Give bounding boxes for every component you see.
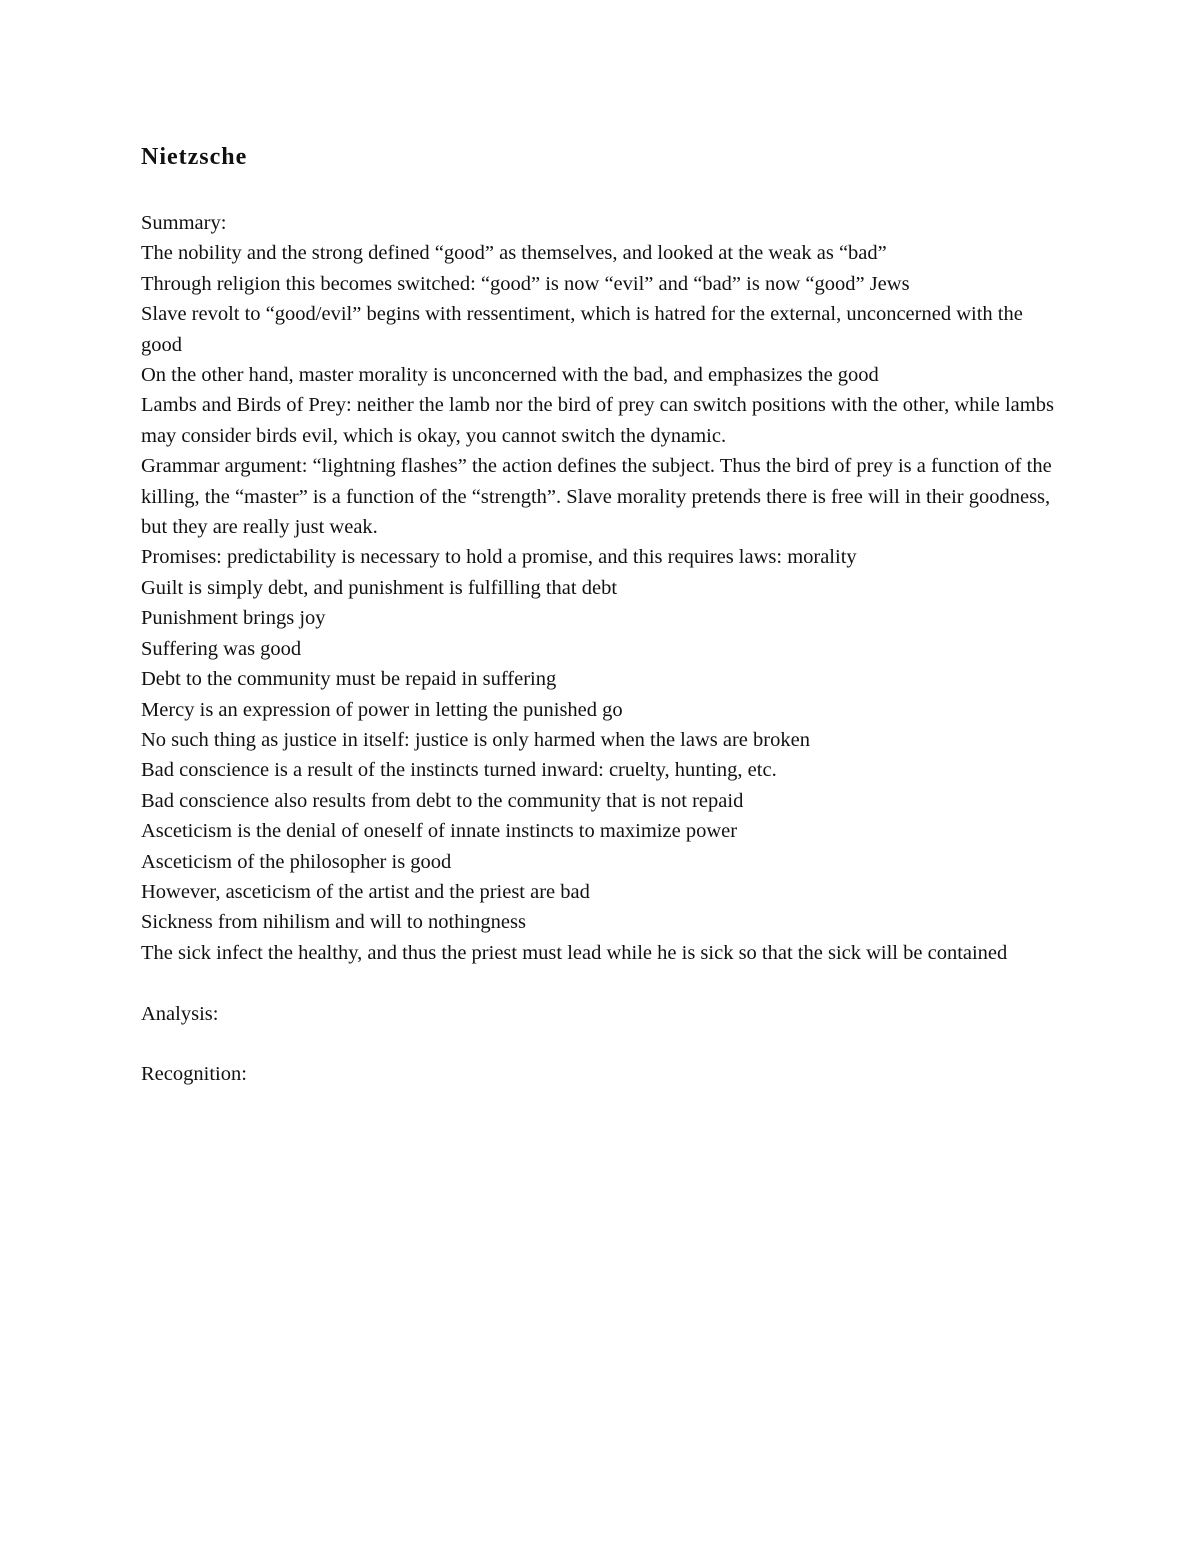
summary-line: Asceticism of the philosopher is good	[141, 850, 452, 873]
summary-line: On the other hand, master morality is unconcerned with the bad, and emphasizes the good	[141, 364, 879, 387]
summary-label: Summary:	[141, 212, 227, 234]
summary-line: The nobility and the strong defined “good” as themselves, and looked at the weak as “bad”	[141, 242, 887, 265]
recognition-label: Recognition:	[141, 1063, 247, 1086]
summary-line: Asceticism is the denial of oneself of innate instincts to maximize power	[141, 820, 738, 843]
summary-lines	[141, 238, 1061, 968]
summary-line: Punishment brings joy	[141, 607, 326, 630]
summary-line: Bad conscience also results from debt to the community that is not repaid	[141, 789, 744, 812]
summary-line: Sickness from nihilism and will to nothingness	[141, 911, 526, 934]
document-content	[141, 140, 1061, 1090]
summary-line: Lambs and Birds of Prey: neither the lamb nor the bird of prey can switch positions with the other, while lambs may consider birds evil, which is okay, you cannot switch the dynamic.	[141, 394, 1054, 447]
document-title: Nietzsche	[141, 144, 248, 170]
summary-line: Debt to the community must be repaid in suffering	[141, 668, 557, 691]
summary-line: Through religion this becomes switched: “good” is now “evil” and “bad” is now “good” Jews	[141, 272, 910, 295]
summary-line: Guilt is simply debt, and punishment is fulfilling that debt	[141, 576, 618, 599]
summary-line: No such thing as justice in itself: justice is only harmed when the laws are broken	[141, 728, 810, 751]
summary-line: Promises: predictability is necessary to hold a promise, and this requires laws: morality	[141, 546, 857, 569]
summary-line: Bad conscience is a result of the instincts turned inward: cruelty, hunting, etc.	[141, 759, 777, 782]
analysis-label: Analysis:	[141, 1002, 219, 1025]
summary-line: However, asceticism of the artist and the priest are bad	[141, 880, 590, 903]
summary-line: Grammar argument: “lightning flashes” the action defines the subject. Thus the bird of prey is a function of the killing, the “master” is a function of the “strength”. Slave morality pretends there is free will in their goodness, but they are really just weak.	[141, 455, 1052, 539]
summary-line: Slave revolt to “good/evil” begins with ressentiment, which is hatred for the external, unconcerned with the good	[141, 303, 1023, 356]
summary-line: The sick infect the healthy, and thus the priest must lead while he is sick so that the sick will be contained	[141, 941, 1008, 964]
summary-line: Suffering was good	[141, 637, 302, 660]
summary-line: Mercy is an expression of power in letting the punished go	[141, 698, 623, 721]
